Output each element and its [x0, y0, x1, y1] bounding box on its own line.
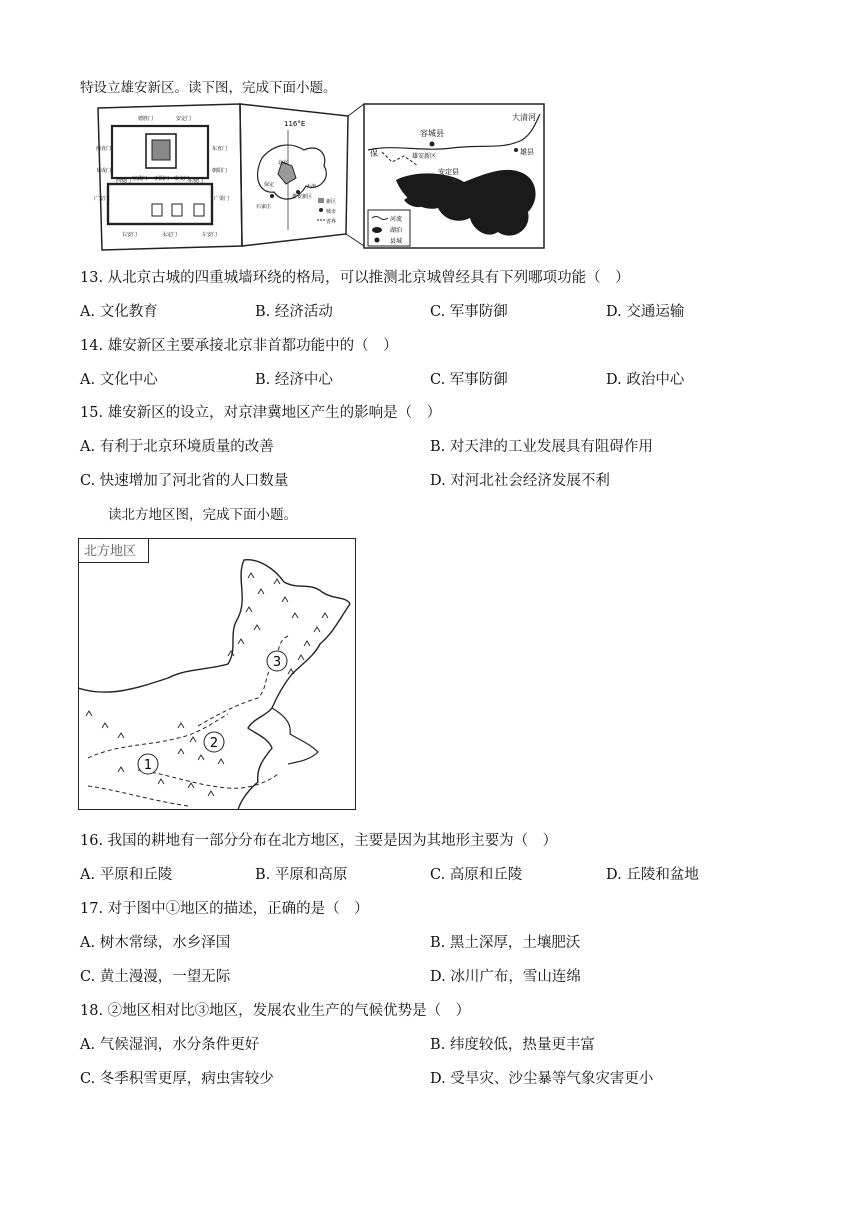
- q14-option-b[interactable]: B. 经济中心: [255, 372, 333, 388]
- q16-option-d[interactable]: D. 丘陵和盆地: [606, 867, 699, 883]
- q18-option-c[interactable]: C. 冬季积雪更厚，病虫害较少: [80, 1071, 274, 1087]
- map1-label: 东便门: [188, 178, 204, 184]
- question-16-stem: 16. 我国的耕地有一部分分布在北方地区，主要是因为其地形主要为（ ）: [80, 833, 558, 849]
- map-title: 北方地区: [84, 544, 137, 559]
- map1-right-label: 雄县: [520, 148, 534, 156]
- question-17-stem: 17. 对于图中①地区的描述，正确的是（ ）: [80, 901, 369, 917]
- q13-option-c[interactable]: C. 军事防御: [430, 304, 508, 320]
- q15-option-b[interactable]: B. 对天津的工业发展具有阻碍作用: [430, 439, 653, 455]
- intro-text: 特设立雄安新区。读下图，完成下面小题。: [80, 80, 337, 96]
- q15-option-c[interactable]: C. 快速增加了河北省的人口数量: [80, 473, 289, 489]
- map1-label: 宣武门: [132, 176, 148, 182]
- q16-option-a[interactable]: A. 平原和丘陵: [80, 867, 173, 883]
- longitude-label: 116°E: [284, 120, 306, 128]
- question-13-stem: 13. 从北京古城的四重城墙环绕的格局，可以推测北京城曾经具有下列哪项功能（ ）: [80, 270, 630, 286]
- map1-label: 东直门: [212, 146, 228, 152]
- northern-region-map: [78, 538, 356, 810]
- map1-mid-label: 保定: [264, 182, 275, 188]
- intro-text-2: 读北方地区图，完成下面小题。: [108, 507, 297, 523]
- xiongan-location-map: [92, 100, 548, 254]
- map1-label: 朝阳门: [212, 168, 228, 174]
- q17-option-c[interactable]: C. 黄土漫漫，一望无际: [80, 969, 231, 985]
- map1-label: 西直门: [96, 146, 112, 152]
- legend-label: 县城: [390, 238, 403, 245]
- q18-option-a[interactable]: A. 气候湿润，水分条件更好: [80, 1037, 260, 1053]
- map1-label: 崇文门: [174, 176, 190, 182]
- legend-label: 湖泊: [390, 227, 403, 234]
- map1-label: 永定门: [162, 232, 178, 238]
- map1-right-label: 雄安新区: [412, 153, 437, 160]
- q15-option-a[interactable]: A. 有利于北京环境质量的改善: [80, 439, 274, 455]
- q18-option-d[interactable]: D. 受旱灾、沙尘暴等气象灾害更小: [430, 1071, 654, 1087]
- map1-label: 德胜门: [138, 116, 154, 122]
- map1-label: 正阳门: [154, 176, 170, 182]
- map1-label: 广渠门: [214, 196, 230, 202]
- map1-right-label: 大清河: [512, 113, 536, 122]
- q17-option-d[interactable]: D. 冰川广布，雪山连绵: [430, 969, 581, 985]
- marker-2: 2: [209, 736, 219, 751]
- map1-label: 左安门: [202, 232, 218, 238]
- xiongan-detail-panel: [364, 104, 544, 248]
- q15-option-d[interactable]: D. 对河北社会经济发展不利: [430, 473, 610, 489]
- map1-mid-label: 雄安新区: [292, 194, 313, 200]
- beijing-old-city-panel: [94, 104, 242, 250]
- q16-option-c[interactable]: C. 高原和丘陵: [430, 867, 523, 883]
- question-15-stem: 15. 雄安新区的设立，对京津冀地区产生的影响是（ ）: [80, 405, 442, 421]
- q16-option-b[interactable]: B. 平原和高原: [255, 867, 348, 883]
- q13-option-d[interactable]: D. 交通运输: [606, 304, 685, 320]
- map1-label: 阜成门: [96, 168, 112, 174]
- legend-label: 河流: [390, 216, 403, 223]
- q17-option-a[interactable]: A. 树木常绿，水乡泽国: [80, 935, 231, 951]
- q18-option-b[interactable]: B. 纬度较低，热量更丰富: [430, 1037, 595, 1053]
- q14-option-c[interactable]: C. 军事防御: [430, 372, 508, 388]
- map1-right-label: 容城县: [420, 129, 444, 138]
- question-14-stem: 14. 雄安新区主要承接北京非首都功能中的（ ）: [80, 338, 398, 354]
- q14-option-d[interactable]: D. 政治中心: [606, 372, 685, 388]
- map1-right-label: 保: [370, 149, 378, 158]
- q14-option-a[interactable]: A. 文化中心: [80, 372, 158, 388]
- mid-legend-label: 城市: [326, 209, 337, 215]
- marker-1: 1: [143, 758, 153, 773]
- map1-label: 安定门: [176, 116, 192, 122]
- map1-mid-label: 北京: [278, 160, 289, 166]
- marker-3: 3: [272, 655, 282, 670]
- mid-legend-label: 新区: [326, 199, 337, 205]
- map1-label: 广安门: [94, 196, 110, 202]
- mid-legend-label: 省界: [326, 219, 337, 225]
- question-18-stem: 18. ②地区相对比③地区，发展农业生产的气候优势是（ ）: [80, 1003, 471, 1019]
- q17-option-b[interactable]: B. 黑土深厚，土壤肥沃: [430, 935, 581, 951]
- q13-option-b[interactable]: B. 经济活动: [255, 304, 333, 320]
- map1-right-label: 安定县: [438, 168, 459, 176]
- map1-mid-label: 天津: [306, 184, 317, 190]
- map1-label: 西便门: [116, 178, 132, 184]
- region-panel: [240, 104, 348, 246]
- map1-label: 右安门: [122, 232, 138, 238]
- map1-mid-label: 石家庄: [256, 204, 272, 210]
- q13-option-a[interactable]: A. 文化教育: [80, 304, 158, 320]
